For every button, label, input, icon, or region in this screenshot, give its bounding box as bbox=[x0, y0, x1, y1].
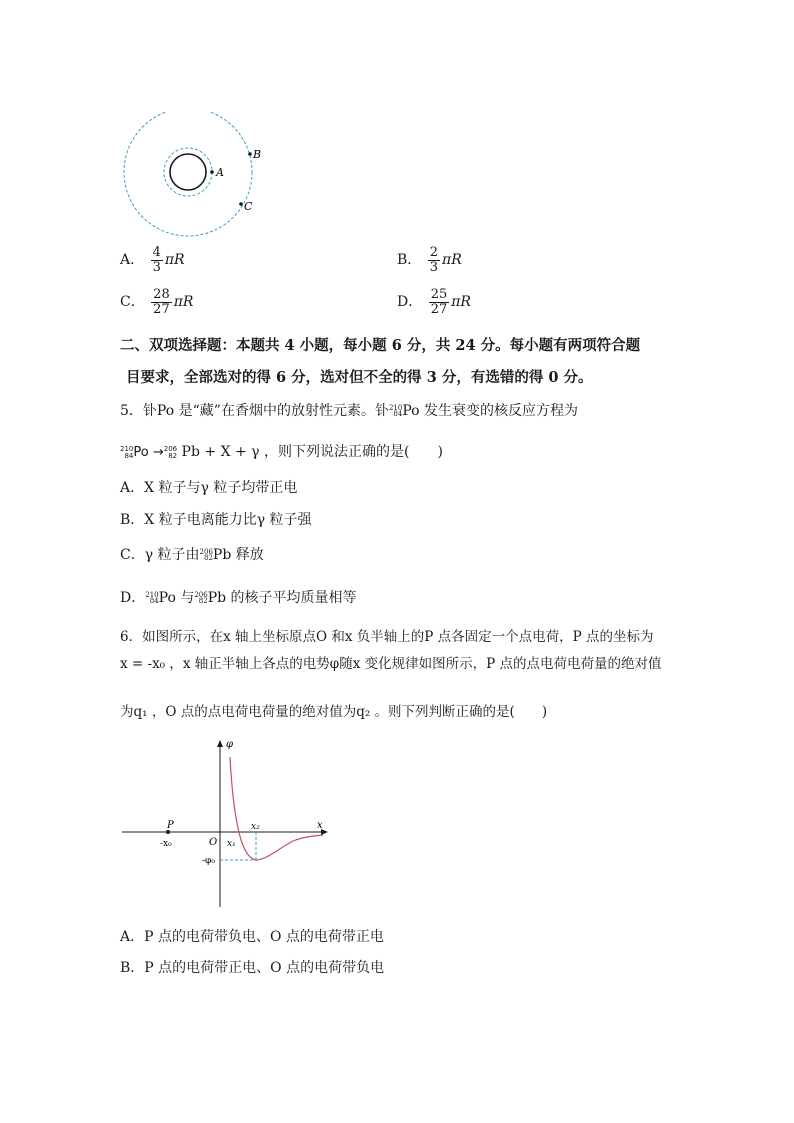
label-neg-phi0: -φ₀ bbox=[202, 856, 215, 866]
q4-option-a[interactable]: A． $\frac{4}{3}$ πR bbox=[120, 245, 185, 275]
q6-option-b[interactable]: B．P 点的电荷带正电、O 点的电荷带负电 bbox=[120, 960, 385, 976]
q5-option-c[interactable]: C．γ 粒子由 206 82 Pb 释放 bbox=[120, 547, 264, 563]
inner-orbit bbox=[164, 148, 212, 196]
section2-heading-line1: 二、双项选择题：本题共 4 小题，每小题 6 分，共 24 分。每小题有两项符合题 bbox=[120, 337, 641, 354]
potential-curve bbox=[230, 757, 323, 860]
fraction: $\frac{2}{3}$ bbox=[429, 245, 439, 275]
label-phi: φ bbox=[226, 739, 234, 750]
label-x2: x₂ bbox=[251, 822, 260, 832]
point-A bbox=[210, 170, 214, 174]
potential-graph bbox=[118, 735, 338, 915]
q5-stem-line1: 5．钋Po 是“藏”在香烟中的放射性元素。钋 210 84 Po 发生衰变的核反应方程为 bbox=[120, 403, 579, 419]
point-B bbox=[248, 152, 252, 156]
label-O: O bbox=[209, 837, 218, 848]
q5-equation: 210 84 Po → 206 82 Pb + X + γ ，则下列说法正确的是( ) bbox=[120, 444, 443, 460]
q4-option-d[interactable]: D． $\frac{25}{27}$ πR bbox=[397, 287, 471, 317]
label-P: P bbox=[167, 820, 174, 831]
q6-option-a[interactable]: A．P 点的电荷带负电、O 点的电荷带正电 bbox=[120, 929, 384, 945]
q5-option-b[interactable]: B．X 粒子电离能力比γ 粒子强 bbox=[120, 512, 312, 528]
label-A: A bbox=[216, 166, 224, 179]
circle-figure bbox=[118, 112, 278, 242]
label-B: B bbox=[253, 148, 262, 161]
q6-stem-line2: x = -x₀ ，x 轴正半轴上各点的电势φ随x 变化规律如图所示，P 点的点电荷电荷量的绝对值 bbox=[120, 656, 662, 672]
label-neg-x0: -x₀ bbox=[160, 839, 172, 849]
section2-heading-line2: 目要求，全部选对的得 6 分，选对但不全的得 3 分，有选错的得 0 分。 bbox=[126, 369, 593, 386]
fraction: $\frac{28}{27}$ bbox=[153, 287, 170, 317]
label-x1: x₁ bbox=[227, 839, 236, 849]
q5-option-d[interactable]: D． 210 84 Po 与 206 82 Pb 的核子平均质量相等 bbox=[120, 590, 357, 606]
fraction: $\frac{4}{3}$ bbox=[152, 245, 161, 275]
fraction: $\frac{25}{27}$ bbox=[430, 287, 448, 317]
label-x: x bbox=[317, 820, 323, 831]
y-axis-arrow bbox=[217, 740, 223, 747]
point-C bbox=[239, 202, 243, 206]
label-C: C bbox=[244, 200, 253, 213]
q6-stem-line3: 为q₁ ，O 点的点电荷电荷量的绝对值为q₂ 。则下列判断正确的是( ) bbox=[120, 704, 548, 720]
q6-stem-line1: 6．如图所示，在x 轴上坐标原点O 和x 负半轴上的P 点各固定一个点电荷，P 点的坐标为 bbox=[120, 629, 654, 645]
isotope-po-210: 210 84 bbox=[388, 403, 403, 418]
q5-option-a[interactable]: A．X 粒子与γ 粒子均带正电 bbox=[120, 480, 298, 496]
q4-option-b[interactable]: B． $\frac{2}{3}$ πR bbox=[397, 245, 462, 275]
q4-option-c[interactable]: C． $\frac{28}{27}$ πR bbox=[120, 287, 194, 317]
central-body bbox=[170, 154, 206, 190]
outer-orbit bbox=[124, 112, 252, 236]
